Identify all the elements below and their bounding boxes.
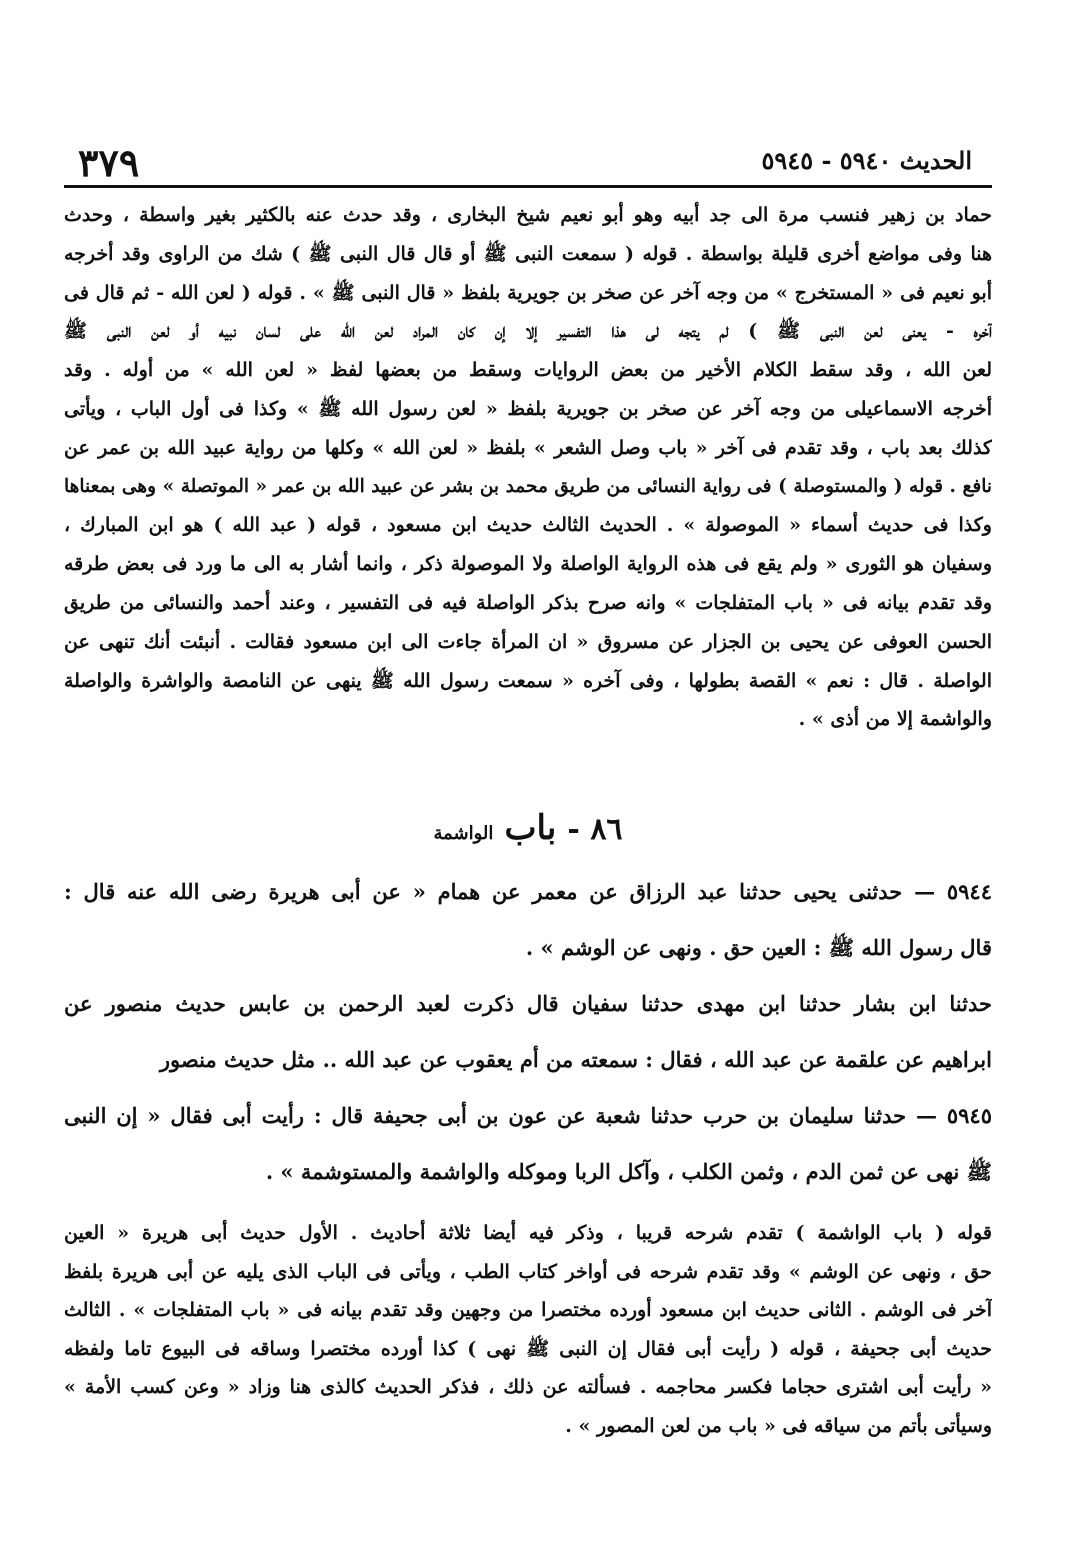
text-line: هنا وفى مواضع أخرى قليلة بواسطة . قوله ( سمعت النبى ﷺ أو قال قال النبى ﷺ ) شك من الراوى وقد أخرجه (64, 242, 992, 265)
text-line: كذلك بعد باب ، وقد تقدم فى آخر « باب وصل الشعر » بلفظ « لعن الله » وكلها من رواية عبيد الله بن عمر عن (64, 436, 992, 459)
text-line: « رأيت أبى اشترى حجاما فكسر محاجمه . فسألته عن ذلك ، فذكر الحديث كالذى هنا وزاد « وعن كسب الأمة » (64, 1376, 992, 1399)
hadith-line: ابراهيم عن علقمة عن عبد الله ، فقال : سمعته من أم يعقوب عن عبد الله .. مثل حديث منصور (159, 1047, 992, 1072)
text-line: حديث أبى جحيفة ، قوله ( رأيت أبى فقال إن النبى ﷺ نهى ) كذا أورده مختصرا وساقه فى البيوع تاما ولفظه (64, 1337, 992, 1360)
text-line: أخرجه الاسماعيلى من وجه آخر عن صخر بن جويرية بلفظ « لعن رسول الله ﷺ » وكذا فى أول الباب ، ويأتى (64, 397, 992, 420)
running-title: الحديث ٥٩٤٠ - ٥٩٤٥ (761, 146, 972, 175)
chapter-number: ٨٦ - (567, 812, 623, 847)
text-line: الواصلة . قال : نعم » القصة بطولها ، وفى آخره « سمعت رسول الله ﷺ ينهى عن النامصة والواشرة والواصلة (64, 669, 992, 692)
page-number: ٣٧٩ (78, 140, 140, 185)
hadith-line: ﷺ نهى عن ثمن الدم ، وثمن الكلب ، وآكل الربا وموكله والواشمة والمستوشمة » . (265, 1159, 992, 1184)
text-line: قوله ( باب الواشمة ) تقدم شرحه قريبا ، وذكر فيه أيضا ثلاثة أحاديث . الأول حديث أبى هريرة « العين (64, 1222, 992, 1244)
text-line: وسفيان هو الثورى « ولم يقع فى هذه الرواية الواصلة ولا الموصولة ذكر ، وانما أشار به الى ما ورد فى بعض طرقه (64, 553, 992, 576)
commentary-top (64, 196, 992, 739)
hadith-line: ٥٩٤٤ — حدثنى يحيى حدثنا عبد الرزاق عن معمر عن همام « عن أبى هريرة رضى الله عنه قال : (64, 879, 992, 904)
text-line: أبو نعيم فى « المستخرج » من وجه آخر عن صخر بن جويرية بلفظ « قال النبى ﷺ » . قوله ( لعن الله - ثم قال فى (64, 281, 992, 304)
hadith-text (64, 864, 992, 1200)
hadith-line: حدثنا ابن بشار حدثنا ابن مهدى حدثنا سفيان قال ذكرت لعبد الرحمن بن عابس حديث منصور عن (64, 991, 992, 1016)
text-line: حماد بن زهير فنسب مرة الى جد أبيه وهو أبو نعيم شيخ البخارى ، وقد حدث عنه بالكثير بغير واسطة ، وحدث (64, 204, 992, 226)
commentary-bottom (64, 1214, 992, 1446)
header-rule (64, 185, 992, 188)
text-line: آخره - يعنى لعن النبى ﷺ ) لم يتجه لى هذا التفسير إلا إن كان المراد لعن الله على لسان نبيه أو لعن النبى ﷺ (64, 320, 992, 343)
text-line: حق ، ونهى عن الوشم » وقد تقدم شرحه فى أواخر كتاب الطب ، ويأتى فى الباب الذى يليه عن أبى هريرة بلفظ (64, 1260, 992, 1283)
hadith-line: قال رسول الله ﷺ : العين حق . ونهى عن الوشم » . (525, 935, 992, 960)
text-line: الحسن العوفى عن يحيى بن الجزار عن مسروق « ان المرأة جاءت الى ابن مسعود فقالت . أنبئت أنك تنهى عن (64, 630, 992, 653)
chapter-word: باب (504, 808, 557, 848)
chapter-title: الواشمة (433, 823, 494, 844)
text-line: نافع . قوله ( والمستوصلة ) فى رواية النسائى من طريق محمد بن بشر عن عبيد الله بن عمر « الموتصلة » وهى بمعناها (64, 475, 992, 497)
text-line: وقد تقدم بيانه فى « باب المتفلجات » وانه صرح بذكر الواصلة فيه فى التفسير ، وعند أحمد والنسائى من طريق (64, 591, 992, 614)
text-line: آخر فى الوشم . الثانى حديث ابن مسعود أورده مختصرا من وجهين وقد تقدم بيانه فى « باب المتفلجات » . الثالث (64, 1299, 992, 1322)
chapter-heading (64, 808, 992, 858)
text-line: والواشمة إلا من أذى » . (798, 708, 992, 731)
hadith-line: ٥٩٤٥ — حدثنا سليمان بن حرب حدثنا شعبة عن عون بن أبى جحيفة قال : رأيت أبى فقال « إن النبى (64, 1103, 992, 1128)
text-line: وكذا فى حديث أسماء « الموصولة » . الحديث الثالث حديث ابن مسعود ، قوله ( عبد الله ) هو ابن المبارك ، (64, 514, 992, 537)
text-line: وسيأتى بأتم من سياقه فى « باب من لعن المصور » . (565, 1414, 992, 1437)
text-line: لعن الله ، وقد سقط الكلام الأخير من بعض الروايات وسقط من بعضها لفظ « لعن الله » من أوله . وقد (64, 359, 992, 382)
page-header (62, 140, 992, 190)
